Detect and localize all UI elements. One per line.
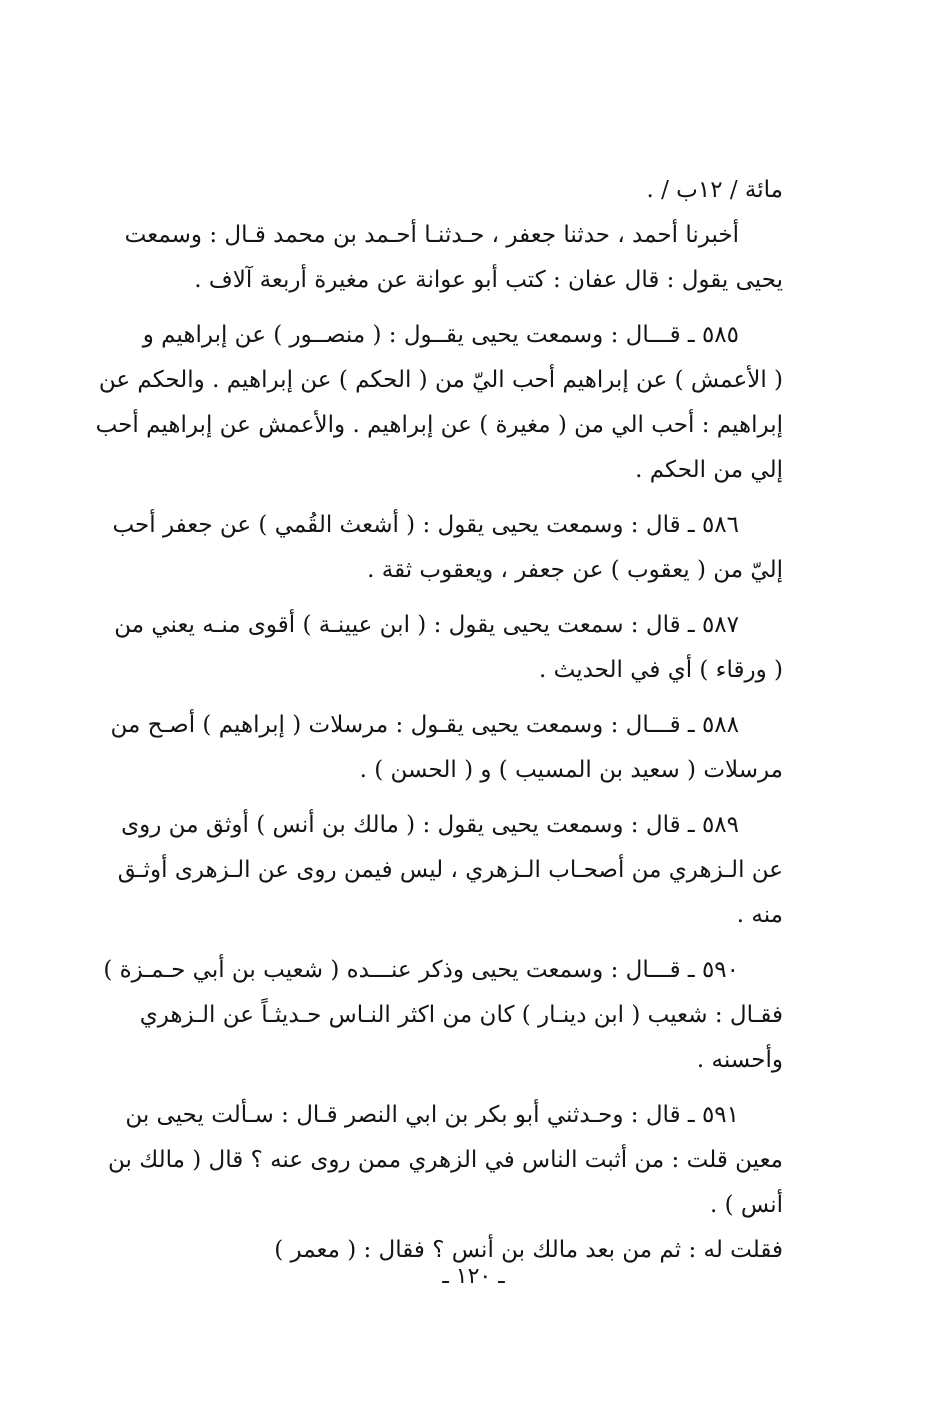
- paragraph-line: فقـال : شعيب ( ابن دينـار ) كان من اكثر النـاس حـديثـاً عن الـزهري: [139, 1002, 783, 1028]
- paragraph-line: عن الـزهري من أصحـاب الـزهري ، ليس فيمن روى عن الـزهرى أوثـق: [117, 857, 783, 883]
- paragraph-line: إبراهيم : أحب الي من ( مغيرة ) عن إبراهيم . والأعمش عن إبراهيم أحب: [95, 412, 783, 438]
- paragraph-gap: [128, 493, 783, 503]
- paragraph-gap: [128, 938, 783, 948]
- paragraph-line: ( الأعمش ) عن إبراهيم أحب اليّ من ( الحكم ) عن إبراهيم . والحكم عن: [98, 367, 783, 393]
- page-text-block: [95, 168, 783, 1273]
- paragraph-line: يحيى يقول : قال عفان : كتب أبو عوانة عن مغيرة أربعة آلاف .: [194, 267, 783, 293]
- paragraph-line: ٥٨٩ ـ قال : وسمعت يحيى يقول : ( مالك بن أنس ) أوثق من روى: [121, 812, 739, 838]
- paragraph-line: ( ورقاء ) أي في الحديث .: [538, 657, 783, 683]
- paragraph-gap: [128, 693, 783, 703]
- paragraph-line: ٥٨٦ ـ قال : وسمعت يحيى يقول : ( أشعث القُمي ) عن جعفر أحب: [112, 512, 739, 538]
- paragraph-line: مرسلات ( سعيد بن المسيب ) و ( الحسن ) .: [359, 757, 783, 783]
- paragraph-line: إلي من الحكم .: [635, 457, 783, 483]
- folio-marker: مائة / ١٢ب / .: [646, 177, 783, 203]
- paragraph-line: أخبرنا أحمد ، حدثنا جعفر ، حـدثنـا أحـمد بن محمد قـال : وسمعت: [124, 222, 739, 248]
- paragraph-line: ٥٨٧ ـ قال : سمعت يحيى يقول : ( ابن عيينـة ) أقوى منـه يعني من: [114, 612, 739, 638]
- paragraph-line: فقلت له : ثم من بعد مالك بن أنس ؟ فقال : ( معمر ): [274, 1237, 783, 1263]
- paragraph-gap: [128, 303, 783, 313]
- paragraph-gap: [128, 593, 783, 603]
- paragraph-gap: [128, 1083, 783, 1093]
- paragraph-line: إليّ من ( يعقوب ) عن جعفر ، ويعقوب ثقة .: [367, 557, 783, 583]
- paragraph-line: ٥٨٥ ـ قـــال : وسمعت يحيى يقــول : ( منصــور ) عن إبراهيم و: [142, 322, 739, 348]
- paragraph-line: أنس ) .: [709, 1192, 783, 1218]
- paragraph-line: وأحسنه .: [696, 1047, 783, 1073]
- paragraph-line: منه .: [736, 902, 783, 928]
- page-number: ـ ١٢٠ ـ: [442, 1264, 505, 1289]
- paragraph-line: ٥٩٠ ـ قـــال : وسمعت يحيى وذكر عنـــده ( شعيب بن أبي حـمـزة ): [103, 957, 739, 983]
- paragraph-line: معين قلت : من أثبت الناس في الزهري ممن روى عنه ؟ قال ( مالك بن: [108, 1147, 783, 1173]
- paragraph-gap: [128, 793, 783, 803]
- paragraph-line: ٥٩١ ـ قال : وحـدثني أبو بكر بن ابي النصر قـال : سـألت يحيى بن: [125, 1102, 739, 1128]
- paragraph-line: ٥٨٨ ـ قـــال : وسمعت يحيى يقـول : مرسلات ( إبراهيم ) أصـح من: [110, 712, 739, 738]
